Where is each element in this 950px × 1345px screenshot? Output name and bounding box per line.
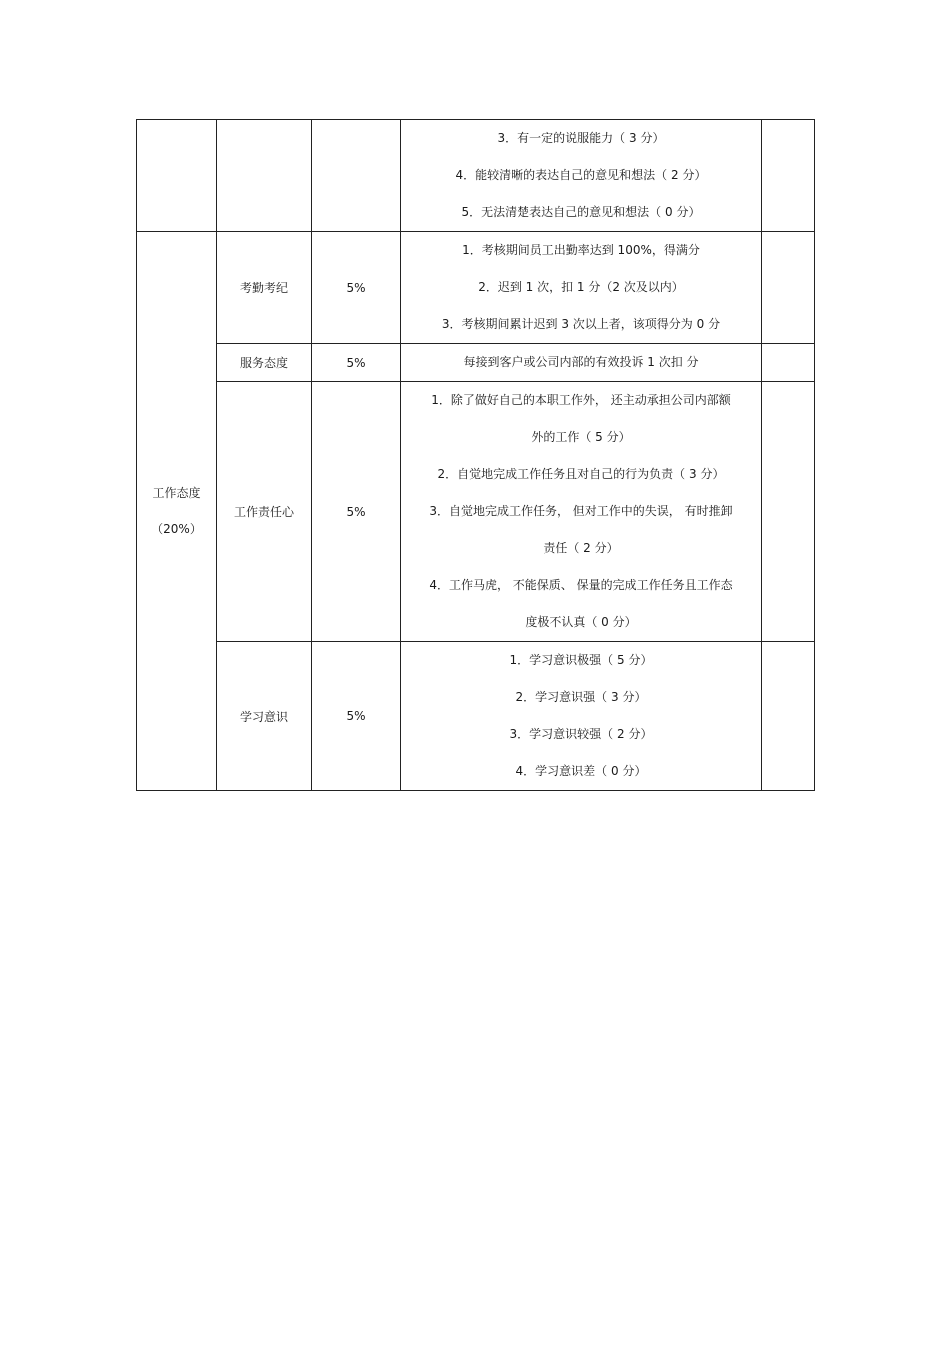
criteria-line: 外的工作（ 5 分）	[531, 430, 631, 444]
item-cell-empty	[217, 120, 312, 232]
table-row-service	[137, 344, 815, 382]
score-cell	[762, 120, 815, 232]
criteria-line: 4．能较清晰的表达自己的意见和想法（ 2 分）	[455, 168, 707, 182]
item-weight: 5%	[312, 642, 401, 791]
category-weight: （20%）	[151, 522, 202, 536]
criteria-line: 1．考核期间员工出勤率达到 100%，得满分	[462, 243, 700, 257]
item-weight: 5%	[312, 232, 401, 344]
criteria-cell	[401, 642, 762, 791]
table-row-continuation	[137, 120, 815, 232]
item-name: 工作责任心	[217, 382, 312, 642]
criteria-cell	[401, 232, 762, 344]
criteria-line: 1．学习意识极强（ 5 分）	[509, 653, 653, 667]
category-cell-work-attitude	[137, 232, 217, 791]
table-row-responsibility	[137, 382, 815, 642]
criteria-line: 度极不认真（ 0 分）	[525, 615, 637, 629]
item-weight: 5%	[312, 382, 401, 642]
criteria-line: 责任（ 2 分）	[543, 541, 619, 555]
criteria-cell	[401, 344, 762, 382]
criteria-line: 1．除了做好自己的本职工作外， 还主动承担公司内部额	[431, 393, 731, 407]
criteria-line: 每接到客户或公司内部的有效投诉 1 次扣 分	[463, 355, 699, 369]
criteria-line: 3．有一定的说服能力（ 3 分）	[497, 131, 665, 145]
score-cell	[762, 232, 815, 344]
table-row-attendance	[137, 232, 815, 344]
criteria-line: 2．学习意识强（ 3 分）	[515, 690, 647, 704]
criteria-line: 2．迟到 1 次，扣 1 分（2 次及以内）	[478, 280, 684, 294]
evaluation-table-page	[136, 119, 814, 791]
score-cell	[762, 382, 815, 642]
table-row-learning	[137, 642, 815, 791]
criteria-cell	[401, 120, 762, 232]
criteria-cell	[401, 382, 762, 642]
score-cell	[762, 642, 815, 791]
criteria-line: 3．自觉地完成工作任务， 但对工作中的失误， 有时推卸	[429, 504, 733, 518]
item-name: 考勤考纪	[217, 232, 312, 344]
criteria-line: 4．工作马虎， 不能保质、 保量的完成工作任务且工作态	[429, 578, 733, 592]
criteria-line: 2．自觉地完成工作任务且对自己的行为负责（ 3 分）	[437, 467, 725, 481]
weight-cell-empty	[312, 120, 401, 232]
item-name: 服务态度	[217, 344, 312, 382]
item-weight: 5%	[312, 344, 401, 382]
criteria-line: 3．学习意识较强（ 2 分）	[509, 727, 653, 741]
criteria-line: 5．无法清楚表达自己的意见和想法（ 0 分）	[461, 205, 701, 219]
evaluation-table	[136, 119, 815, 791]
category-cell-empty	[137, 120, 217, 232]
category-name: 工作态度	[152, 486, 201, 500]
item-name: 学习意识	[217, 642, 312, 791]
score-cell	[762, 344, 815, 382]
criteria-line: 4．学习意识差（ 0 分）	[515, 764, 647, 778]
criteria-line: 3．考核期间累计迟到 3 次以上者，该项得分为 0 分	[441, 317, 721, 331]
